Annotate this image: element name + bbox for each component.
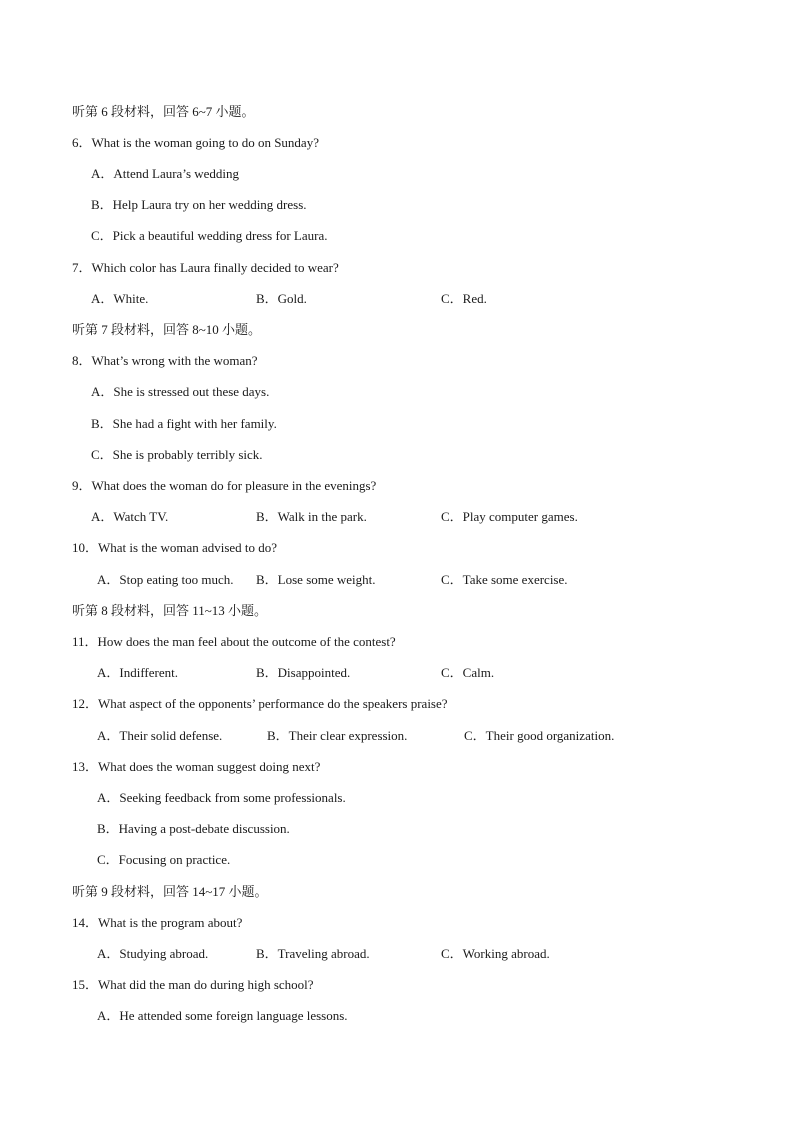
option-14b[interactable]: B．Traveling abroad. [256,946,370,961]
question-7: 7．Which color has Laura finally decided to wear? [72,260,339,275]
option-6b[interactable]: B．Help Laura try on her wedding dress. [91,197,307,212]
option-7a[interactable]: A．White. [91,291,149,306]
question-9: 9．What does the woman do for pleasure in the evenings? [72,478,377,493]
question-12: 12．What aspect of the opponents’ performance do the speakers praise? [72,696,448,711]
question-15: 15．What did the man do during high school? [72,977,314,992]
option-10b[interactable]: B．Lose some weight. [256,572,376,587]
option-14c[interactable]: C．Working abroad. [441,946,550,961]
option-9b[interactable]: B．Walk in the park. [256,509,367,524]
question-14: 14．What is the program about? [72,915,243,930]
question-8: 8．What’s wrong with the woman? [72,353,258,368]
option-13b[interactable]: B．Having a post-debate discussion. [97,821,290,836]
option-7c[interactable]: C．Red. [441,291,487,306]
option-12a[interactable]: A．Their solid defense. [97,728,223,743]
option-10c[interactable]: C．Take some exercise. [441,572,568,587]
option-11c[interactable]: C．Calm. [441,665,495,680]
option-9a[interactable]: A．Watch TV. [91,509,169,524]
question-13: 13．What does the woman suggest doing next? [72,759,321,774]
option-8c[interactable]: C．She is probably terribly sick. [91,447,263,462]
option-7b[interactable]: B．Gold. [256,291,307,306]
option-6c[interactable]: C．Pick a beautiful wedding dress for Laura. [91,228,328,243]
section-heading: 听第 7 段材料，回答 8~10 小题。 [72,322,262,337]
question-6: 6．What is the woman going to do on Sunday? [72,135,319,150]
option-13a[interactable]: A．Seeking feedback from some professionals. [97,790,346,805]
option-8b[interactable]: B．She had a fight with her family. [91,416,277,431]
section-heading: 听第 9 段材料，回答 14~17 小题。 [72,884,268,899]
option-8a[interactable]: A．She is stressed out these days. [91,384,270,399]
option-6a[interactable]: A．Attend Laura’s wedding [91,166,240,181]
option-15a[interactable]: A．He attended some foreign language lessons. [97,1008,348,1023]
option-11b[interactable]: B．Disappointed. [256,665,351,680]
option-14a[interactable]: A．Studying abroad. [97,946,209,961]
option-11a[interactable]: A．Indifferent. [97,665,178,680]
question-10: 10．What is the woman advised to do? [72,540,278,555]
question-11: 11．How does the man feel about the outcome of the contest? [72,634,396,649]
option-12c[interactable]: C．Their good organization. [464,728,615,743]
option-10a[interactable]: A．Stop eating too much. [97,572,234,587]
option-12b[interactable]: B．Their clear expression. [267,728,408,743]
option-9c[interactable]: C．Play computer games. [441,509,578,524]
option-13c[interactable]: C．Focusing on practice. [97,852,231,867]
section-heading: 听第 6 段材料，回答 6~7 小题。 [72,104,255,119]
section-heading: 听第 8 段材料，回答 11~13 小题。 [72,603,268,618]
